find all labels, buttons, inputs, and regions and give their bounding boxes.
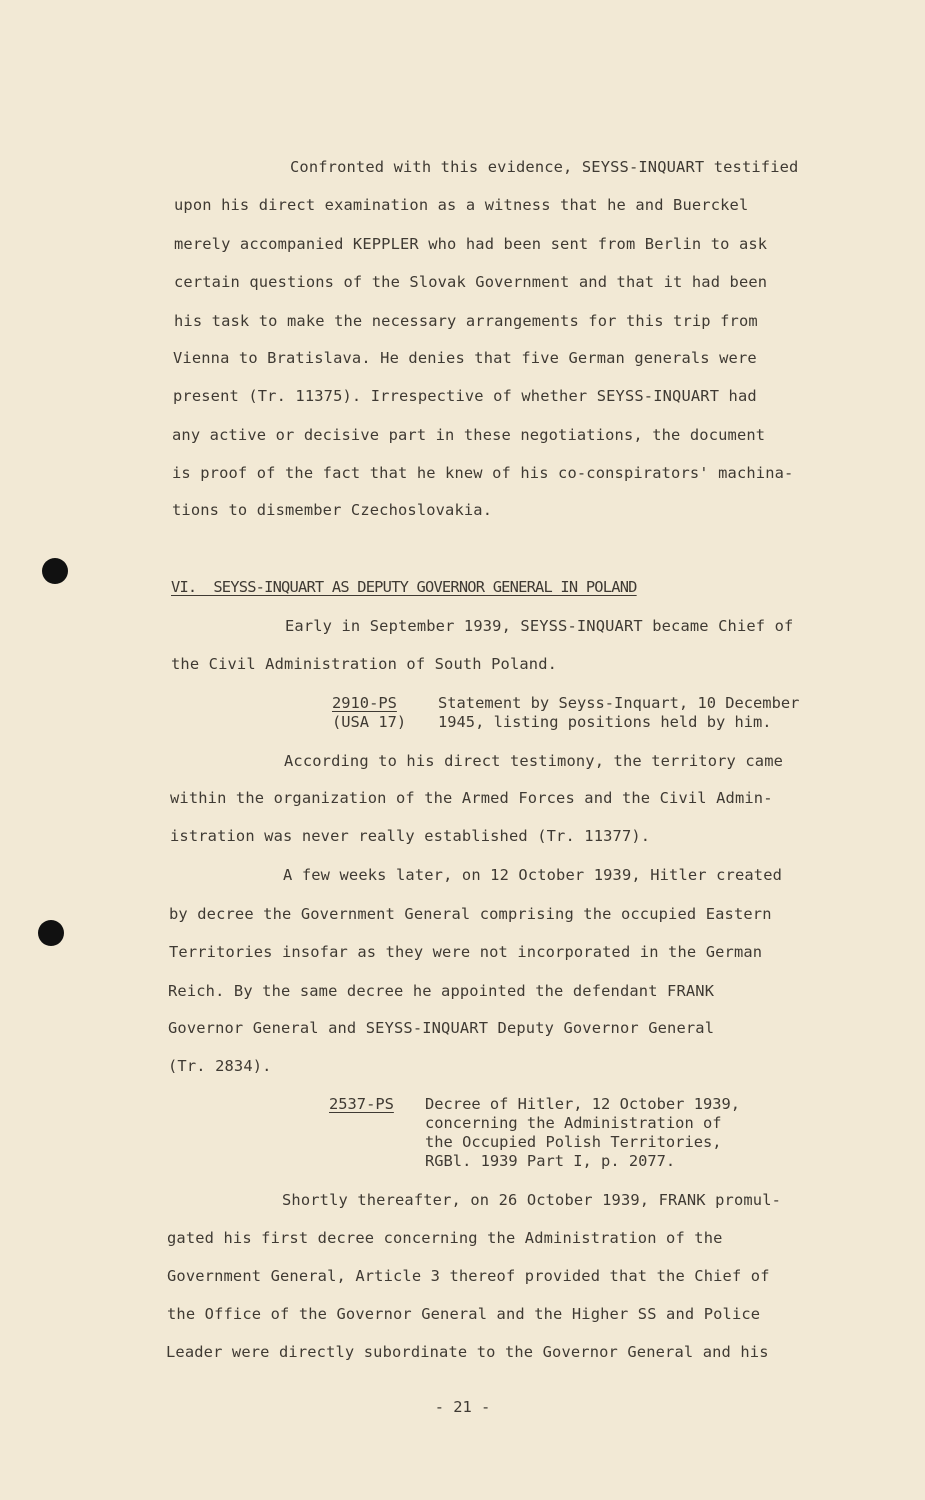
paragraph-line: Early in September 1939, SEYSS-INQUART became Chief of <box>285 617 794 635</box>
paragraph-line: gated his first decree concerning the Administration of the <box>167 1229 723 1247</box>
citation-text: the Occupied Polish Territories, <box>425 1133 722 1151</box>
paragraph-line: within the organization of the Armed Forces and the Civil Admin- <box>170 789 773 807</box>
paragraph-line: upon his direct examination as a witness that he and Buerckel <box>174 196 749 214</box>
citation-text: RGBl. 1939 Part I, p. 2077. <box>425 1152 676 1170</box>
paragraph-line: Confronted with this evidence, SEYSS-INQUART testified <box>290 158 799 176</box>
citation-text: Statement by Seyss-Inquart, 10 December <box>438 694 800 712</box>
section-heading: VI. SEYSS-INQUART AS DEPUTY GOVERNOR GENERAL IN POLAND <box>171 578 637 596</box>
citation-reference-exhibit: (USA 17) <box>332 713 407 731</box>
paragraph-line: Leader were directly subordinate to the Governor General and his <box>166 1343 769 1361</box>
paragraph-line: Government General, Article 3 thereof provided that the Chief of <box>167 1267 770 1285</box>
paragraph-line: his task to make the necessary arrangements for this trip from <box>174 312 758 330</box>
paragraph-line: istration was never really established (Tr. 11377). <box>170 827 651 845</box>
paragraph-line: Reich. By the same decree he appointed the defendant FRANK <box>168 982 715 1000</box>
paragraph-line: the Office of the Governor General and the Higher SS and Police <box>167 1305 761 1323</box>
paragraph-line: is proof of the fact that he knew of his co-conspirators' machina- <box>172 464 794 482</box>
citation-text: concerning the Administration of <box>425 1114 722 1132</box>
paragraph-line: Vienna to Bratislava. He denies that five German generals were <box>173 349 757 367</box>
citation-text: Decree of Hitler, 12 October 1939, <box>425 1095 741 1113</box>
paragraph-line: (Tr. 2834). <box>168 1057 272 1075</box>
paragraph-line: Territories insofar as they were not incorporated in the German <box>169 943 763 961</box>
page-number: - 21 - <box>434 1398 491 1416</box>
paragraph-line: present (Tr. 11375). Irrespective of whether SEYSS-INQUART had <box>173 387 757 405</box>
citation-reference: 2537-PS <box>329 1095 394 1113</box>
punch-hole-bottom <box>38 920 64 946</box>
paragraph-line: by decree the Government General comprising the occupied Eastern <box>169 905 772 923</box>
paragraph-line: tions to dismember Czechoslovakia. <box>172 501 493 519</box>
paragraph-line: merely accompanied KEPPLER who had been sent from Berlin to ask <box>174 235 768 253</box>
paragraph-line: certain questions of the Slovak Government and that it had been <box>174 273 768 291</box>
paragraph-line: A few weeks later, on 12 October 1939, Hitler created <box>283 866 783 884</box>
paragraph-line: Governor General and SEYSS-INQUART Deputy Governor General <box>168 1019 715 1037</box>
citation-reference: 2910-PS <box>332 694 397 712</box>
citation-text: 1945, listing positions held by him. <box>438 713 772 731</box>
paragraph-line: the Civil Administration of South Poland. <box>171 655 558 673</box>
paragraph-line: According to his direct testimony, the territory came <box>284 752 784 770</box>
punch-hole-top <box>42 558 68 584</box>
paragraph-line: any active or decisive part in these negotiations, the document <box>172 426 766 444</box>
paragraph-line: Shortly thereafter, on 26 October 1939, FRANK promul- <box>282 1191 782 1209</box>
